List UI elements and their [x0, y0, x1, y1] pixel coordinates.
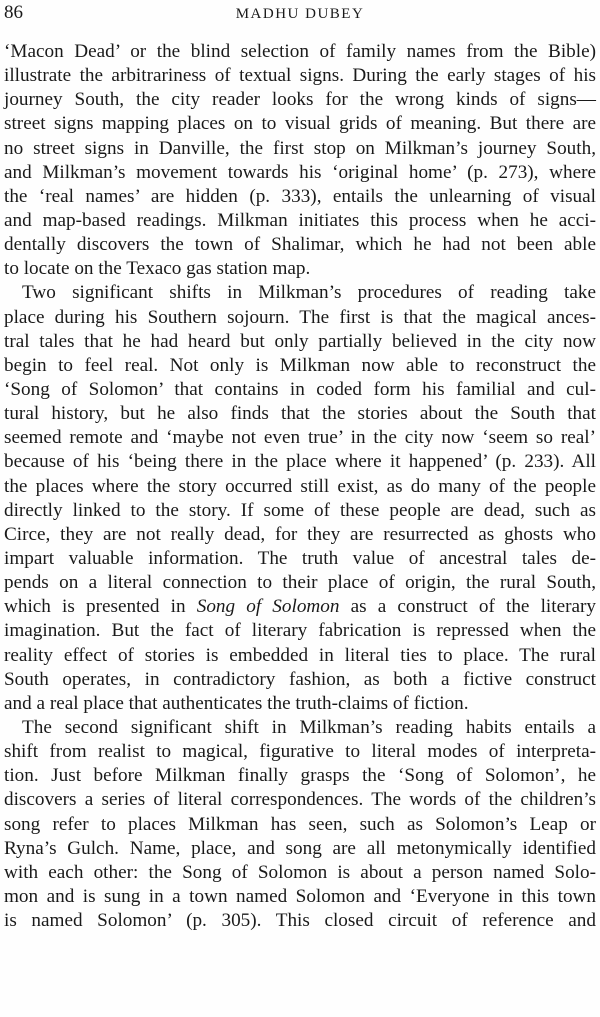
book-title: Song of Solomon — [196, 596, 340, 618]
text-line: impart valuable information. The truth value of ancestral tales de- — [4, 547, 596, 569]
text-line: place during his Southern sojourn. The first is that the magical ances- — [4, 306, 596, 328]
text-line: Two significant shifts in Milkman’s procedures of reading take — [22, 282, 596, 304]
text-line: is named Solomon’ (p. 305). This closed circuit of reference and — [4, 910, 596, 932]
paragraph-3 — [4, 716, 596, 933]
text-line: imagination. But the fact of literary fabrication is repressed when the — [4, 620, 596, 642]
text-line: seemed remote and ‘maybe not even true’ in the city now ‘seem so real’ — [4, 427, 596, 449]
text-line: tral tales that he had heard but only partially believed in the city now — [4, 330, 596, 352]
text-line: the ‘real names’ are hidden (p. 333), entails the unlearning of visual — [4, 185, 596, 207]
text-line: and a real place that authenticates the truth-claims of fiction. — [4, 692, 469, 714]
text-line: and Milkman’s movement towards his ‘original home’ (p. 273), where — [4, 161, 596, 183]
text-line-with-title: which is presented in Song of Solomon as a construct of the literary — [4, 596, 596, 618]
running-head — [2, 2, 598, 30]
text-line: song refer to places Milkman has seen, such as Solomon’s Leap or — [4, 813, 596, 835]
text-line: illustrate the arbitrariness of textual signs. During the early stages of his — [4, 65, 596, 87]
text-line: mon and is sung in a town named Solomon and ‘Everyone in this town — [4, 885, 596, 907]
text-line: Ryna’s Gulch. Name, place, and song are all metonymically identified — [4, 837, 596, 859]
text-line: South operates, in contradictory fashion, as both a fictive construct — [4, 668, 596, 690]
text-line: with each other: the Song of Solomon is about a person named Solo- — [4, 861, 596, 883]
text-line: dentally discovers the town of Shalimar, which he had not been able — [4, 234, 596, 256]
text-line: Circe, they are not really dead, for they are resurrected as ghosts who — [4, 523, 596, 545]
text-line: no street signs in Danville, the first stop on Milkman’s journey South, — [4, 137, 596, 159]
running-title: MADHU DUBEY — [235, 6, 365, 22]
paragraph-1 — [4, 40, 596, 281]
text-line: pends on a literal connection to their place of origin, the rural South, — [4, 572, 596, 594]
text-line: tural history, but he also finds that the stories about the South that — [4, 403, 596, 425]
text-line: journey South, the city reader looks for the wrong kinds of signs— — [4, 89, 596, 111]
text-line: directly linked to the story. If some of these people are dead, such as — [4, 499, 596, 521]
text-line: street signs mapping places on to visual grids of meaning. But there are — [4, 113, 596, 135]
text-line: tion. Just before Milkman finally grasps the ‘Song of Solomon’, he — [4, 765, 596, 787]
text-line: The second significant shift in Milkman’s reading habits entails a — [22, 716, 596, 738]
text-line: to locate on the Texaco gas station map. — [4, 258, 311, 280]
text-line: ‘Macon Dead’ or the blind selection of family names from the Bible) — [4, 41, 596, 62]
text-line: begin to feel real. Not only is Milkman now able to reconstruct the — [4, 354, 596, 376]
text-line: reality effect of stories is embedded in literal ties to place. The rural — [4, 644, 596, 666]
text-line: the places where the story occurred still exist, as do many of the people — [4, 475, 596, 497]
text-line: ‘Song of Solomon’ that contains in coded form his familial and cul- — [4, 378, 596, 400]
body-text — [4, 40, 596, 933]
paragraph-2 — [4, 281, 596, 716]
text-line: shift from realist to magical, figurative to literal modes of interpreta- — [4, 741, 596, 763]
text-line: and map-based readings. Milkman initiates this process when he acci- — [4, 209, 596, 231]
text-line: because of his ‘being there in the place where it happened’ (p. 233). All — [4, 451, 596, 473]
text-line: discovers a series of literal correspondences. The words of the children’s — [4, 789, 596, 811]
page-number: 86 — [4, 2, 23, 23]
